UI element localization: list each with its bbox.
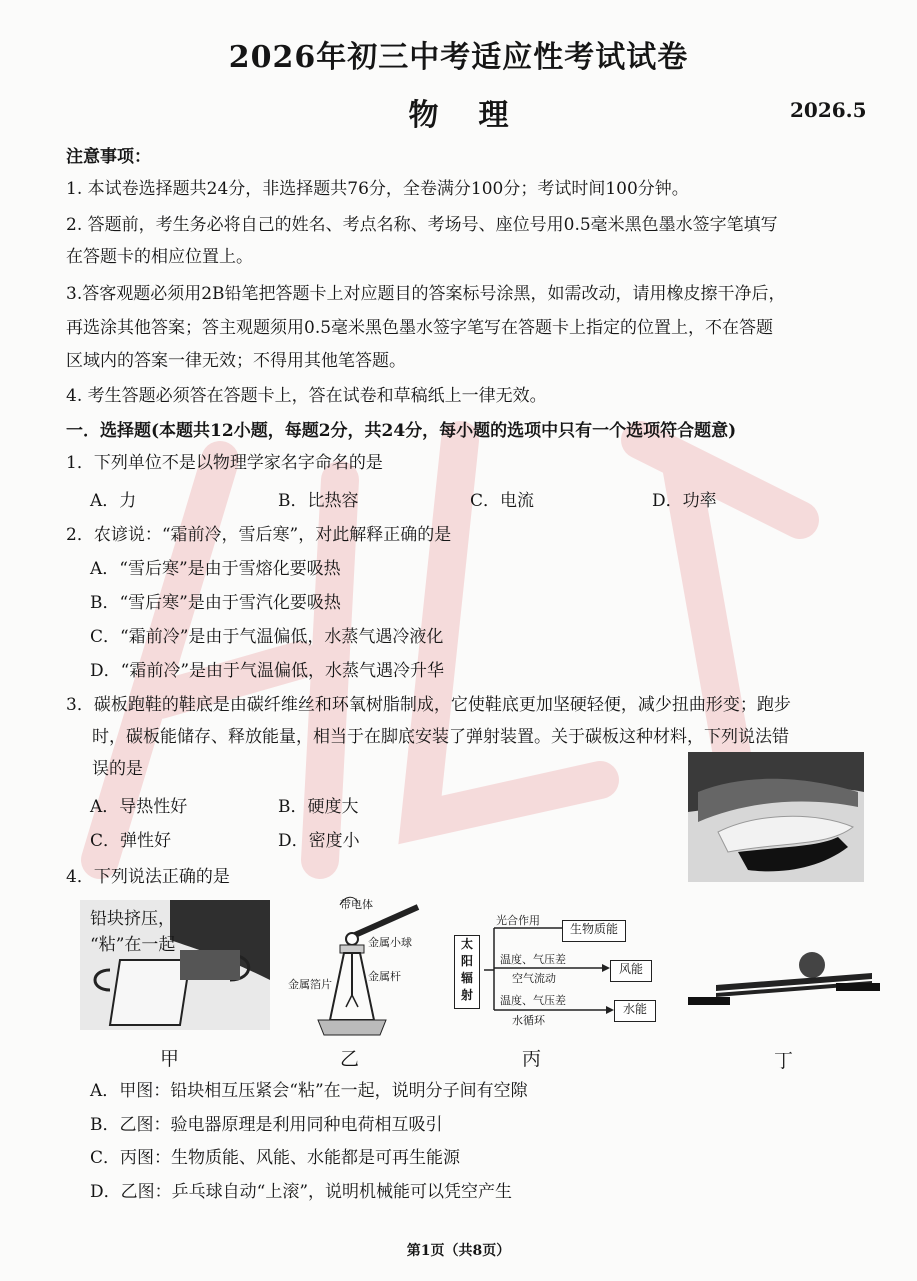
q1-option-d: D．功率 xyxy=(652,491,717,511)
figure-jia-label-2: “粘”在一起 xyxy=(90,935,176,955)
q1-option-a: A．力 xyxy=(90,491,137,511)
path-temp-pressure-2: 温度、气压差 xyxy=(500,994,566,1007)
q3-stem-line-1: 3．碳板跑鞋的鞋底是由碳纤维丝和环氧树脂制成，它使鞋底更加坚硬轻便，减少扭曲形变；跑步 xyxy=(66,695,791,715)
page-footer: 第1页（共8页） xyxy=(406,1243,511,1259)
q1-option-b: B．比热容 xyxy=(278,491,359,511)
q1-option-c: C．电流 xyxy=(470,491,535,511)
q3-option-d: D．密度小 xyxy=(278,831,360,851)
hydro-energy-box: 水能 xyxy=(614,1000,656,1022)
figure-yi-label-foil: 金属箔片 xyxy=(288,978,332,991)
note-line-5: 再选涂其他答案；答主观题须用0.5毫米黑色墨水签字笔写在答题卡上指定的位置上，不在答题 xyxy=(66,318,774,338)
note-line-7: 4. 考生答题必须答在答题卡上，答在试卷和草稿纸上一律无效。 xyxy=(66,386,547,406)
figure-yi-caption: 乙 xyxy=(340,1048,360,1070)
figure-jia-caption: 甲 xyxy=(160,1048,180,1070)
q4-stem: 4．下列说法正确的是 xyxy=(66,867,230,887)
figure-ding-pingpong-ramp xyxy=(686,945,882,1025)
q3-option-a: A．导热性好 xyxy=(90,797,188,817)
q4-option-a: A．甲图：铅块相互压紧会“粘”在一起，说明分子间有空隙 xyxy=(90,1081,528,1101)
page-title: 2026年初三中考适应性考试试卷 xyxy=(228,40,689,75)
notes-heading: 注意事项： xyxy=(66,147,151,167)
q3-option-b: B．硬度大 xyxy=(278,797,359,817)
q3-stem-line-3: 误的是 xyxy=(92,759,143,779)
carbon-shoe-photo xyxy=(688,752,864,882)
q3-stem-line-2: 时，碳板能储存、释放能量，相当于在脚底安装了弹射装置。关于碳板这种材料，下列说法错 xyxy=(92,727,789,747)
note-line-6: 区域内的答案一律无效；不得用其他笔答题。 xyxy=(66,351,406,371)
figure-yi-label-ball: 金属小球 xyxy=(368,936,412,949)
q2-option-a: A．“雪后寒”是由于雪熔化要吸热 xyxy=(90,559,341,579)
biomass-energy-box: 生物质能 xyxy=(562,920,626,942)
section-heading: 一．选择题(本题共12小题，每题2分，共24分，每小题的选项中只有一个选项符合题意) xyxy=(66,421,737,441)
path-water-cycle: 水循环 xyxy=(512,1014,545,1027)
q4-option-d: D．乙图：乒乓球自动“上滚”，说明机械能可以凭空产生 xyxy=(90,1182,513,1202)
path-temp-pressure-1: 温度、气压差 xyxy=(500,953,566,966)
q4-option-c: C．丙图：生物质能、风能、水能都是可再生能源 xyxy=(90,1148,461,1168)
q4-option-b: B．乙图：验电器原理是利用同种电荷相互吸引 xyxy=(90,1115,443,1135)
note-line-4: 3.答客观题必须用2B铅笔把答题卡上对应题目的答案标号涂黑，如需改动，请用橡皮擦干净后， xyxy=(66,284,786,304)
note-line-3: 在答题卡的相应位置上。 xyxy=(66,247,253,267)
q2-option-d: D．“霜前冷”是由于气温偏低，水蒸气遇冷升华 xyxy=(90,661,445,681)
sun-radiation-box: 太 阳 辐 射 xyxy=(454,935,480,1009)
q2-option-b: B．“雪后寒”是由于雪汽化要吸热 xyxy=(90,593,341,613)
q3-option-c: C．弹性好 xyxy=(90,831,172,851)
q1-stem: 1．下列单位不是以物理学家名字命名的是 xyxy=(66,453,383,473)
note-line-1: 1. 本试卷选择题共24分，非选择题共76分，全卷满分100分；考试时间100分钟。 xyxy=(66,179,689,199)
q2-stem: 2．农谚说：“霜前冷，雪后寒”，对此解释正确的是 xyxy=(66,525,452,545)
subject-title: 物理 xyxy=(408,98,549,133)
note-line-2: 2. 答题前，考生务必将自己的姓名、考点名称、考场号、座位号用0.5毫米黑色墨水签字笔填写 xyxy=(66,215,778,235)
figure-yi-electroscope xyxy=(300,895,430,1040)
figure-yi-label-charged: 带电体 xyxy=(340,898,373,911)
path-photosynthesis: 光合作用 xyxy=(496,914,540,927)
exam-date: 2026.5 xyxy=(790,98,867,122)
figure-yi-label-rod: 金属杆 xyxy=(368,970,401,983)
figure-jia-label-1: 铅块挤压， xyxy=(90,909,175,929)
q2-option-c: C．“霜前冷”是由于气温偏低，水蒸气遇冷液化 xyxy=(90,627,444,647)
wind-energy-box: 风能 xyxy=(610,960,652,982)
figure-bing-caption: 丙 xyxy=(522,1048,542,1070)
path-air-flow: 空气流动 xyxy=(512,972,556,985)
figure-ding-caption: 丁 xyxy=(774,1050,794,1072)
